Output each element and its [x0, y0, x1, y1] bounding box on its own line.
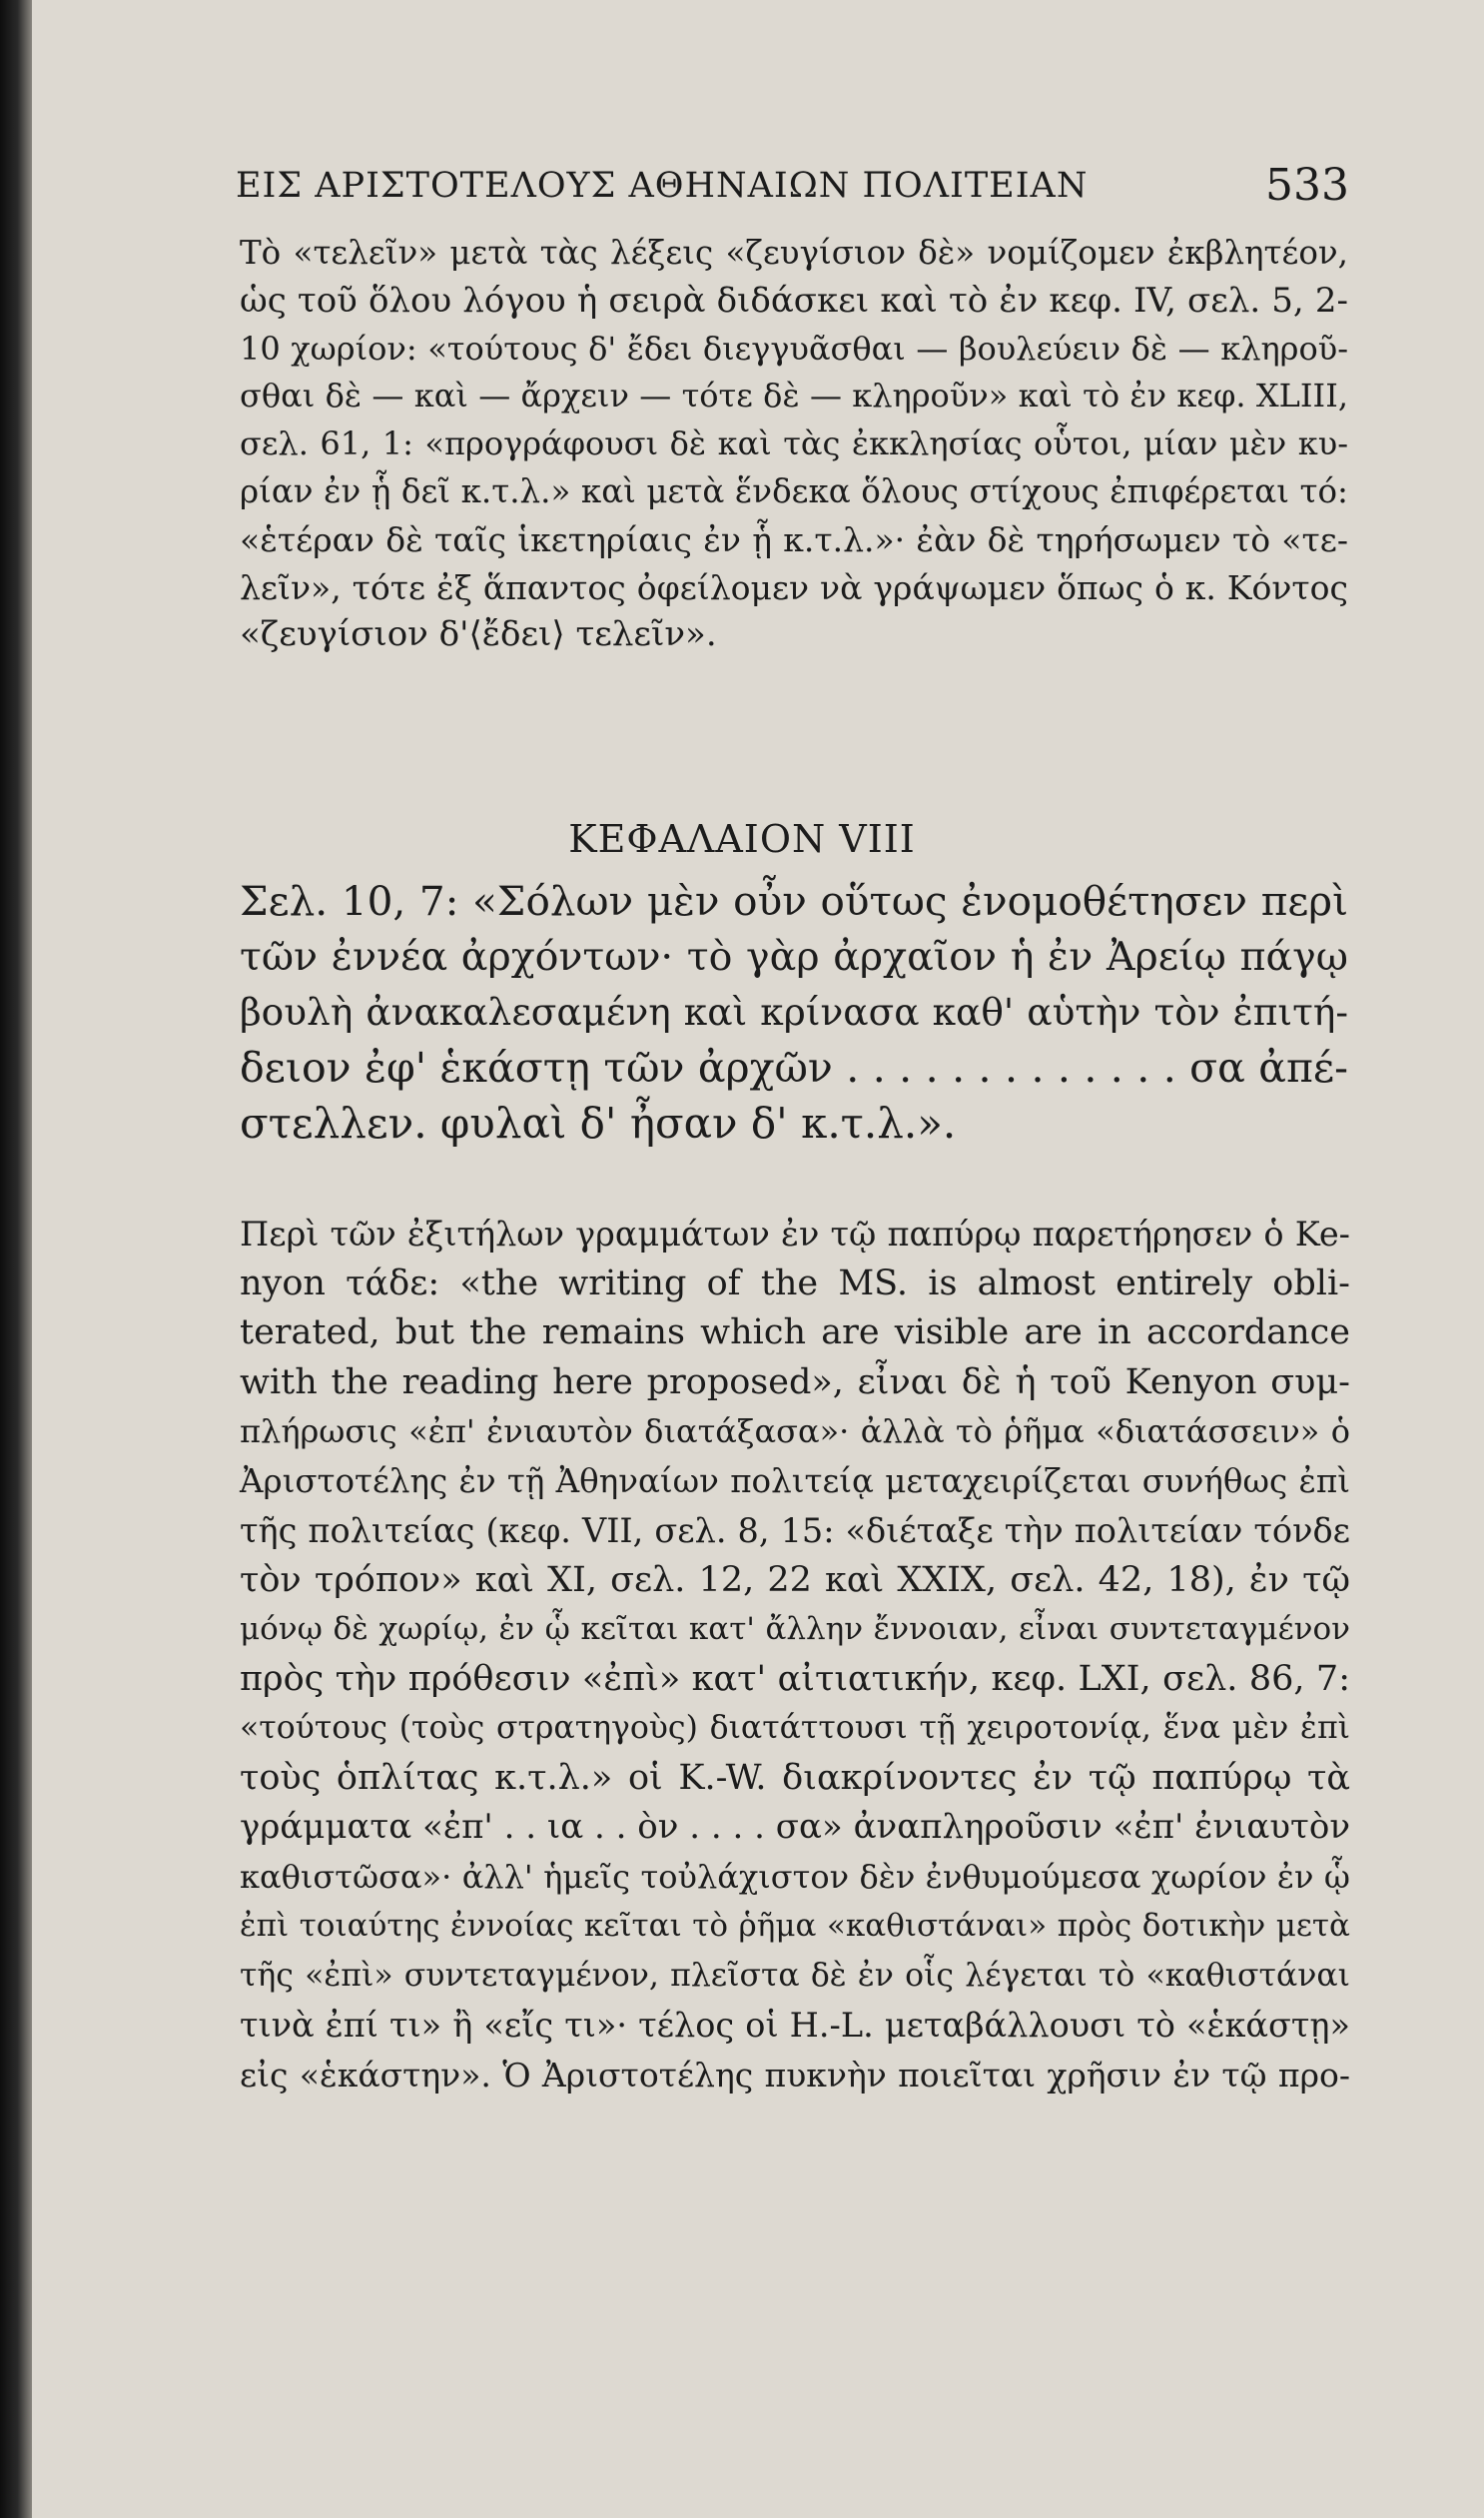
- text-line: Ἀριστοτέλης ἐν τῇ Ἀθηναίων πολιτείᾳ μεταχειρίζεται συνήθως ἐπὶ: [240, 1461, 1350, 1500]
- text-line: Τὸ «τελεῖν» μετὰ τὰς λέξεις «ζευγίσιον δὲ» νομίζομεν ἐκβλητέον,: [240, 234, 1348, 272]
- page-header: [236, 160, 1349, 220]
- paragraph-2-quotation: [240, 874, 1348, 1152]
- text-line: «τούτους (τοὺς στρατηγοὺς) διατάττουσι τῇ χειροτονίᾳ, ἕνα μὲν ἐπὶ: [240, 1710, 1350, 1746]
- text-line: «ζευγίσιον δ'⟨ἔδει⟩ τελεῖν».: [240, 614, 717, 655]
- text-line: γράμματα «ἐπ' . . ια . . ὸν . . . . σα» ἀναπληροῦσιν «ἐπ' ἐνιαυτὸν: [240, 1807, 1350, 1847]
- text-line: 10 χωρίον: «τούτους δ' ἔδει διεγγυᾶσθαι — βουλεύειν δὲ — κληροῦ-: [240, 329, 1348, 368]
- running-title: ΕΙΣ ΑΡΙΣΤΟΤΕΛΟΥΣ ΑΘΗΝΑΙΩΝ ΠΟΛΙΤΕΙΑΝ: [236, 166, 1089, 206]
- text-line: τινὰ ἐπί τι» ἢ «εἴς τι»· τέλος οἱ H.-L. μεταβάλλουσι τὸ «ἑκάστῃ»: [240, 2006, 1350, 2045]
- text-line: τῆς «ἐπὶ» συντεταγμένον, πλεῖστα δὲ ἐν οἷς λέγεται τὸ «καθιστάναι: [240, 1957, 1350, 1994]
- text-line: σθαι δὲ — καὶ — ἄρχειν — τότε δὲ — κληροῦν» καὶ τὸ ἐν κεφ. XLIII,: [240, 377, 1348, 416]
- text-line: ρίαν ἐν ᾗ δεῖ κ.τ.λ.» καὶ μετὰ ἕνδεκα ὅλους στίχους ἐπιφέρεται τό:: [240, 471, 1348, 510]
- text-line: with the reading here proposed», εἶναι δὲ ἡ τοῦ Kenyon συμ-: [240, 1361, 1350, 1402]
- text-line: τῆς πολιτείας (κεφ. VII, σελ. 8, 15: «διέταξε τὴν πολιτείαν τόνδε: [240, 1511, 1350, 1550]
- paragraph-3-commentary: [240, 1210, 1350, 2099]
- text-line: μόνῳ δὲ χωρίῳ, ἐν ᾧ κεῖται κατ' ἄλλην ἔννοιαν, εἶναι συντεταγμένον: [240, 1611, 1350, 1647]
- book-spine-shadow: [0, 0, 32, 2518]
- text-line: Περὶ τῶν ἐξιτήλων γραμμάτων ἐν τῷ παπύρῳ παρετήρησεν ὁ Ke-: [240, 1215, 1350, 1254]
- text-line: ὡς τοῦ ὅλου λόγου ἡ σειρὰ διδάσκει καὶ τὸ ἐν κεφ. IV, σελ. 5, 2-: [240, 280, 1348, 321]
- text-line: βουλὴ ἀνακαλεσαμένη καὶ κρίνασα καθ' αὑτὴν τὸν ἐπιτή-: [240, 990, 1348, 1034]
- text-line: πρὸς τὴν πρόθεσιν «ἐπὶ» κατ' αἰτιατικήν, κεφ. LXI, σελ. 86, 7:: [240, 1658, 1350, 1699]
- text-line: λεῖν», τότε ἐξ ἅπαντος ὀφείλομεν νὰ γράψωμεν ὅπως ὁ κ. Κόντος: [240, 567, 1348, 607]
- text-line: τῶν ἐννέα ἀρχόντων· τὸ γὰρ ἀρχαῖον ἡ ἐν Ἀρείῳ πάγῳ: [240, 933, 1348, 980]
- paragraph-1: [240, 230, 1348, 659]
- page-number: 533: [1265, 160, 1349, 211]
- text-line: ἐπὶ τοιαύτης ἐννοίας κεῖται τὸ ῥῆμα «καθιστάναι» πρὸς δοτικὴν μετὰ: [240, 1908, 1350, 1944]
- text-line: εἰς «ἑκάστην». Ὁ Ἀριστοτέλης πυκνὴν ποιεῖται χρῆσιν ἐν τῷ προ-: [240, 2055, 1350, 2095]
- text-line: «ἑτέραν δὲ ταῖς ἱκετηρίαις ἐν ᾗ κ.τ.λ.»· ἐὰν δὲ τηρήσωμεν τὸ «τε-: [240, 519, 1348, 559]
- text-line: στελλεν. φυλαὶ δ' ἦσαν δ' κ.τ.λ.».: [240, 1099, 957, 1148]
- text-line: Σελ. 10, 7: «Σόλων μὲν οὖν οὕτως ἐνομοθέτησεν περὶ: [240, 877, 1348, 925]
- text-line: πλήρωσις «ἐπ' ἐνιαυτὸν διατάξασα»· ἀλλὰ τὸ ῥῆμα «διατάσσειν» ὁ: [240, 1412, 1350, 1450]
- text-line: terated, but the remains which are visible are in accordance: [240, 1312, 1350, 1352]
- text-line: σελ. 61, 1: «προγράφουσι δὲ καὶ τὰς ἐκκλησίας οὗτοι, μίαν μὲν κυ-: [240, 424, 1348, 463]
- text-line: καθιστῶσα»· ἀλλ' ἡμεῖς τοὐλάχιστον δὲν ἐνθυμούμεσα χωρίον ἐν ᾧ: [240, 1857, 1350, 1896]
- chapter-heading: ΚΕΦΑΛΑΙΟΝ VIII: [568, 817, 916, 861]
- text-line: δειον ἐφ' ἑκάστῃ τῶν ἀρχῶν . . . . . . . . . . . . . σα ἀπέ-: [240, 1043, 1348, 1092]
- text-line: τὸν τρόπον» καὶ XI, σελ. 12, 22 καὶ XXIX, σελ. 42, 18), ἐν τῷ: [240, 1559, 1350, 1600]
- text-line: nyon τάδε: «the writing of the MS. is almost entirely obli-: [240, 1262, 1350, 1303]
- text-line: τοὺς ὁπλίτας κ.τ.λ.» οἱ K.-W. διακρίνοντες ἐν τῷ παπύρῳ τὰ: [240, 1757, 1350, 1798]
